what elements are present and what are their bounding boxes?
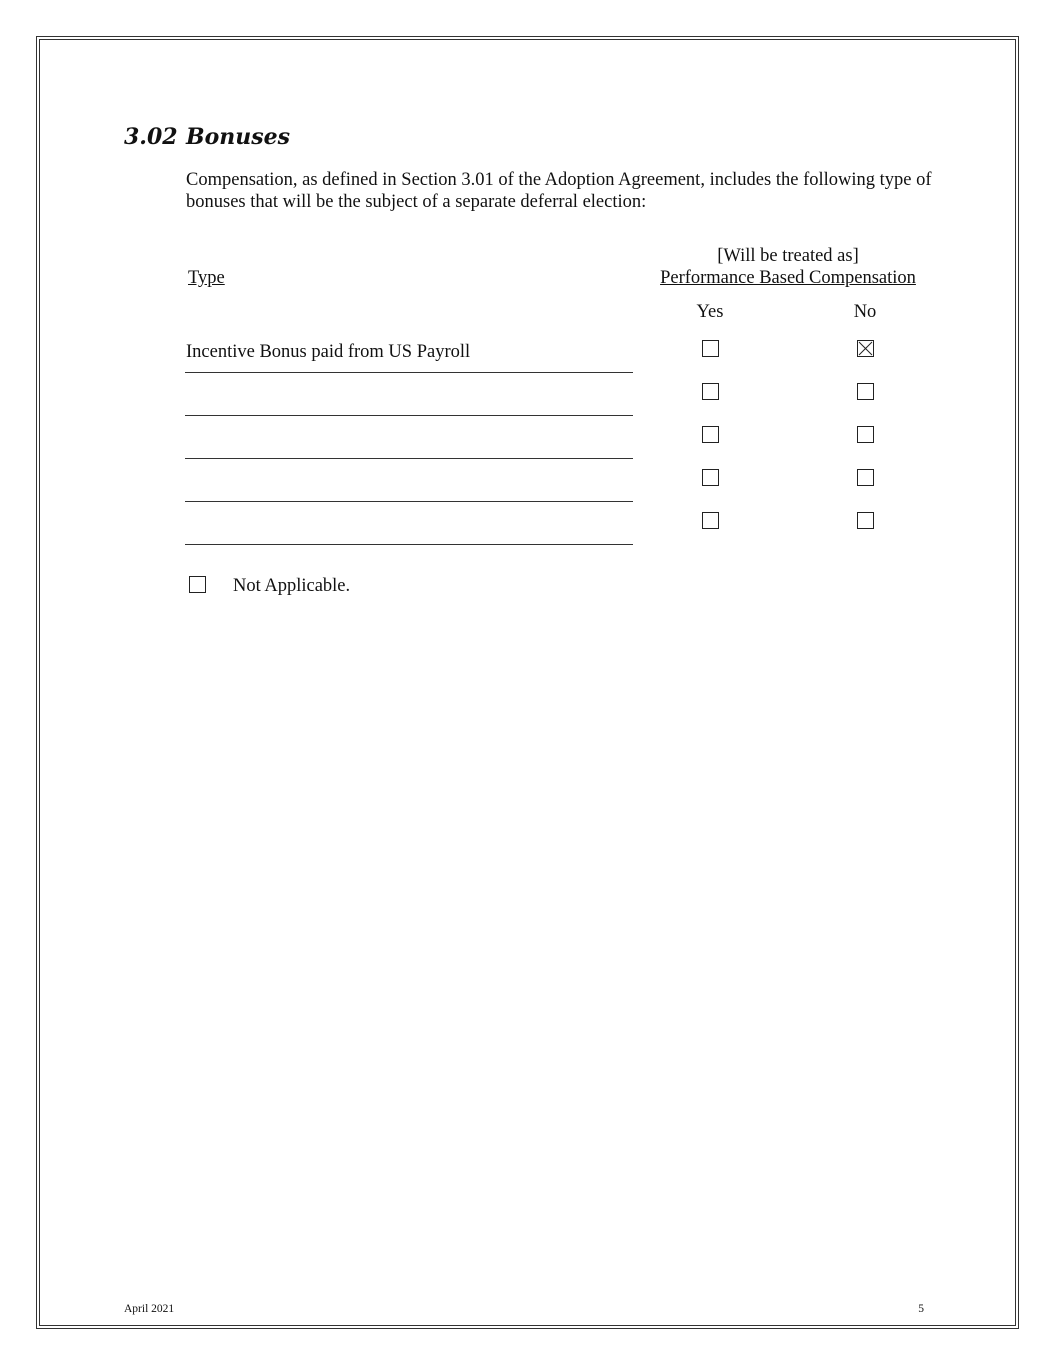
footer-page-number: 5	[918, 1303, 924, 1315]
section-title: Bonuses	[186, 124, 291, 150]
no-checkbox[interactable]	[857, 512, 874, 529]
section-heading	[124, 124, 290, 150]
yes-checkbox[interactable]	[702, 340, 719, 357]
no-checkbox[interactable]	[857, 426, 874, 443]
type-column-header: Type	[188, 268, 225, 288]
no-checkbox[interactable]	[857, 469, 874, 486]
section-intro-text: Compensation, as defined in Section 3.01 of the Adoption Agreement, includes the following type of bonuses that will be the subject of a separate deferral election:	[186, 170, 932, 212]
bonus-type-field[interactable]: Incentive Bonus paid from US Payroll	[186, 342, 471, 362]
page-border-inner	[39, 39, 1016, 1326]
footer-date: April 2021	[124, 1303, 175, 1315]
x-mark-icon	[858, 341, 873, 356]
not-applicable-label: Not Applicable.	[233, 576, 351, 596]
table-row	[0, 502, 1055, 545]
bonus-type-underline	[185, 544, 633, 545]
no-checkbox[interactable]	[857, 340, 874, 357]
table-row	[0, 416, 1055, 459]
yes-checkbox[interactable]	[702, 512, 719, 529]
table-row	[0, 373, 1055, 416]
no-column-header: No	[853, 302, 877, 322]
yes-checkbox[interactable]	[702, 426, 719, 443]
yes-checkbox[interactable]	[702, 383, 719, 400]
yes-column-header: Yes	[696, 302, 724, 322]
treated-as-header: [Will be treated as]	[717, 246, 859, 266]
yes-checkbox[interactable]	[702, 469, 719, 486]
no-checkbox[interactable]	[857, 383, 874, 400]
section-number: 3.02	[124, 124, 178, 150]
table-row	[0, 330, 1055, 373]
performance-based-compensation-header: Performance Based Compensation	[660, 268, 916, 288]
not-applicable-checkbox[interactable]	[189, 576, 206, 593]
table-row	[0, 459, 1055, 502]
not-applicable-option[interactable]	[189, 576, 489, 600]
